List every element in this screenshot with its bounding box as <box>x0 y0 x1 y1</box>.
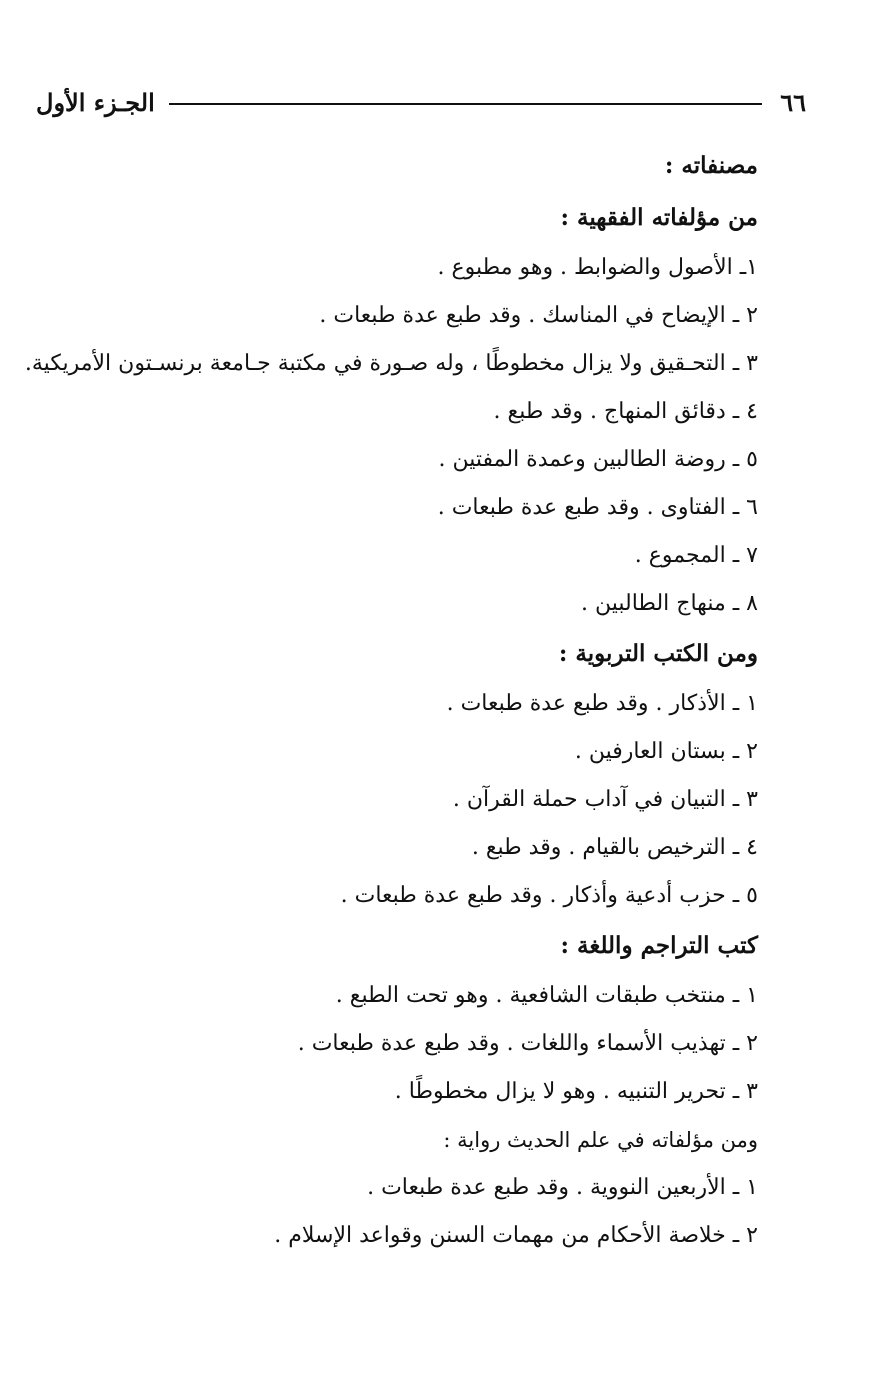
list-item: ٢ ـ خلاصة الأحكام من مهمات السنن وقواعد الإسلام . <box>274 1223 758 1248</box>
list-item: ١ ـ منتخب طبقات الشافعية . وهو تحت الطبع . <box>335 983 758 1008</box>
list-item: ٣ ـ التحـقيق ولا يزال مخطوطًا ، وله صـورة في مكتبة جـامعة برنسـتون الأمريكية. <box>24 351 758 376</box>
list-item: ٦ ـ الفتاوى . وقد طبع عدة طبعات . <box>437 495 758 520</box>
section-lead-hadith: ومن مؤلفاته في علم الحديث رواية : <box>443 1128 758 1152</box>
list-item: ٥ ـ روضة الطالبين وعمدة المفتين . <box>438 447 758 472</box>
page-header <box>36 84 806 120</box>
list-item: ٢ ـ بستان العارفين . <box>574 739 758 764</box>
list-item: ٤ ـ الترخيص بالقيام . وقد طبع . <box>471 835 758 860</box>
running-head: الجـزء الأول <box>36 87 155 117</box>
page-body <box>13 140 758 1260</box>
list-item: ١ـ الأصول والضوابط . وهو مطبوع . <box>437 255 758 280</box>
list-item: ٤ ـ دقائق المنهاج . وقد طبع . <box>493 399 758 424</box>
section-heading-tarbawi: ومن الكتب التربوية : <box>558 640 758 667</box>
list-item: ٢ ـ الإيضاح في المناسك . وقد طبع عدة طبعات . <box>319 303 758 328</box>
list-item: ٣ ـ التبيان في آداب حملة القرآن . <box>452 787 758 812</box>
list-item: ٧ ـ المجموع . <box>634 543 758 568</box>
list-item: ٨ ـ منهاج الطالبين . <box>581 591 758 616</box>
list-item: ٥ ـ حزب أدعية وأذكار . وقد طبع عدة طبعات . <box>340 883 758 908</box>
list-item: ١ ـ الأربعين النووية . وقد طبع عدة طبعات . <box>367 1175 758 1200</box>
section-heading-works: مصنفاته : <box>664 152 758 179</box>
header-rule <box>169 103 762 105</box>
list-item: ٢ ـ تهذيب الأسماء واللغات . وقد طبع عدة طبعات . <box>297 1031 758 1056</box>
section-heading-tarajim: كتب التراجم واللغة : <box>560 932 758 959</box>
page-number: ٦٦ <box>780 87 806 117</box>
list-item: ١ ـ الأذكار . وقد طبع عدة طبعات . <box>446 691 758 716</box>
list-item: ٣ ـ تحرير التنبيه . وهو لا يزال مخطوطًا . <box>394 1079 758 1104</box>
section-heading-fiqh: من مؤلفاته الفقهية : <box>560 204 758 231</box>
